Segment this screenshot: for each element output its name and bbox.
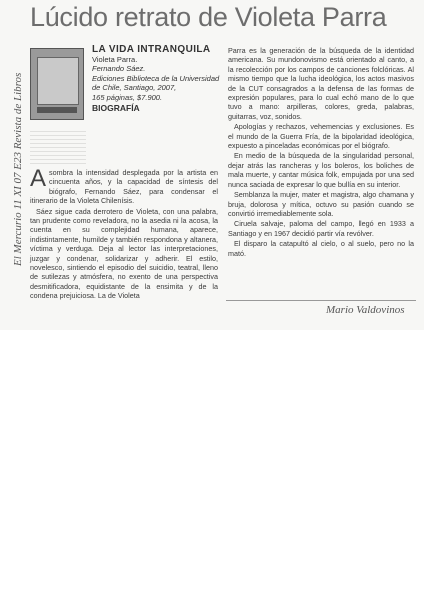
paragraph: El disparo la catapultó al cielo, o al suelo, pero no la mató. — [228, 239, 414, 258]
paragraph: Semblanza la mujer, mater et magistra, algo chamana y bruja, dolorosa y mítica, octuvo su pasión cuando se convirtió irremediablemente sola. — [228, 190, 414, 218]
paragraph: Asombra la intensidad desplegada por la artista en cincuenta años, y la capacidad de síntesis del biógrafo, Fernando Sáez, para condensar el itinerario de la Violeta Chilenísis. — [30, 165, 218, 206]
paragraph: Apologías y rechazos, vehemencias y exclusiones. Es el mundo de la Guerra Fría, de la bipolaridad ideológica, expuesto a pinceladas económicas por el biógrafo. — [228, 122, 414, 151]
book-cover-image — [30, 48, 84, 120]
book-info-box — [92, 45, 222, 114]
book-subtitle: Violeta Parra. — [92, 54, 138, 64]
book-author: Fernando Sáez. — [92, 64, 146, 73]
cover-band — [37, 107, 77, 113]
book-pages-price: 165 páginas, $7.900. — [92, 92, 163, 102]
article-left-column — [30, 165, 218, 302]
headline: Lúcido retrato de Violeta Parra — [30, 2, 387, 32]
faded-print-area — [30, 130, 86, 164]
paragraph: En medio de la búsqueda de la singularidad personal, dejar atrás las rancheras y los boleros, los boliches de mala muerte, y cantar música folk, empujada por una sed nunca saciada de expresar lo que bullía en su interior. — [228, 151, 414, 189]
book-section: BIOGRAFÍA — [92, 103, 140, 113]
cover-illustration — [37, 57, 79, 105]
byline-rule — [226, 300, 416, 301]
byline: Mario Valdovinos — [326, 304, 405, 316]
book-publisher: Ediciones Biblioteca de la Universidad de Chile, Santiago, 2007, — [92, 73, 220, 92]
paragraph: Ciruela salvaje, paloma del campo, llegó en 1933 a Santiago y en 1967 decidió partir vía revólver. — [228, 219, 414, 238]
drop-cap: A — [30, 165, 47, 192]
book-title: LA VIDA INTRANQUILA — [92, 44, 211, 55]
paragraph: Parra es la generación de la búsqueda de la identidad americana. Su mundonovismo está orientado al canto, a la recolección por los campos de canciones folclóricas. Al mismo tiempo que la lucha ideológica, los actos masivos de la CUT consagrados a la defensa de las formas de expresión populares, para lo cual echó mano de lo que tuvo a mano: arpilleras, colores, greda, palabras, guitarras, voz, sonidos. — [228, 46, 414, 121]
paragraph: Sáez sigue cada derrotero de Violeta, con una palabra, tan prudente como reveladora, no la asedia ni la acosa, la cuenta en su complejidad humana, aparece, indistintamente, humilde y también respondona y altanera, víctima y verduga. Deja al lector las interpretaciones, juzgar y condenar, solidarizar y adherir. El estilo, novelesco, sintiendo el episodio del suicidio, teatral, lleno de sutilezas y atmósfera, no exento de una perspectiva desmitificadora, equidistante de la ensimita y de la condena prejuiciosa. La de Violeta — [30, 206, 218, 301]
handwritten-margin-note: El Mercurio 11 XI 07 E23 Revista de Libros — [12, 72, 24, 266]
article-right-column — [228, 46, 414, 259]
